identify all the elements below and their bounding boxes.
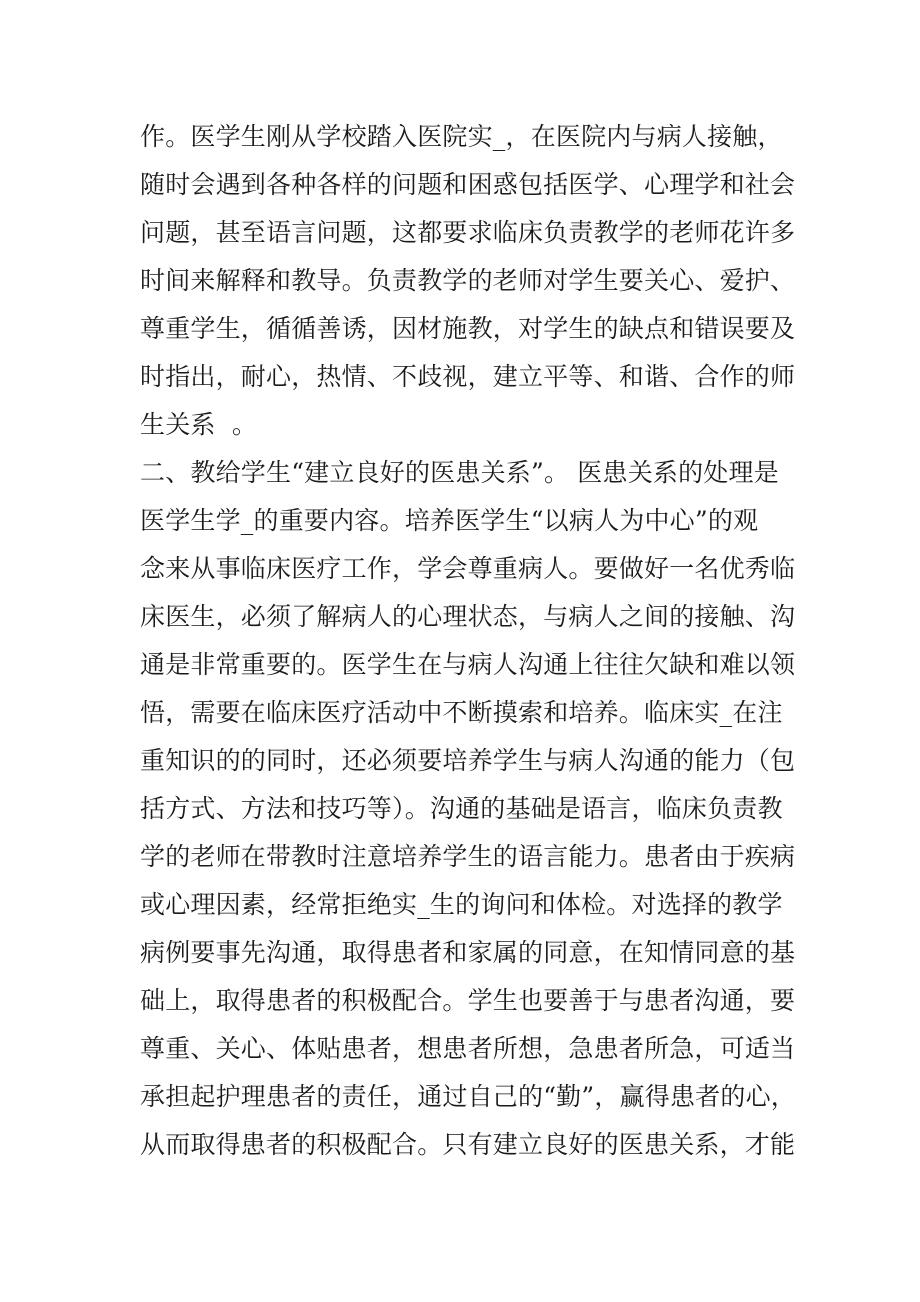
text-line: 作。医学生刚从学校踏入医院实_，在医院内与病人接触， (140, 122, 783, 151)
text-line: 随时会遇到各种各样的问题和困惑包括医学、心理学和社会 (140, 170, 796, 199)
text-line: 时间来解释和教导。负责教学的老师对学生要关心、爱护、 (140, 266, 796, 295)
text-line: 问题，甚至语言问题，这都要求临床负责教学的老师花许多 (140, 218, 796, 247)
text-line: 通是非常重要的。医学生在与病人沟通上往往欠缺和难以领 (140, 650, 796, 679)
text-line: 尊重学生，循循善诱，因材施教，对学生的缺点和错误要及 (140, 314, 796, 343)
text-line: 病例要事先沟通，取得患者和家属的同意，在知情同意的基 (140, 938, 796, 967)
text-line: 承担起护理患者的责任，通过自己的“勤”，赢得患者的心， (140, 1082, 796, 1111)
text-line: 床医生，必须了解病人的心理状态，与病人之间的接触、沟 (140, 602, 796, 631)
text-line: 重知识的的同时，还必须要培养学生与病人沟通的能力（包 (140, 746, 796, 775)
text-line: 时指出，耐心，热情、不歧视，建立平等、和谐、合作的师 (140, 362, 796, 391)
text-line: 尊重、关心、体贴患者，想患者所想，急患者所急，可适当 (140, 1034, 796, 1063)
text-line: 念来从事临床医疗工作，学会尊重病人。要做好一名优秀临 (140, 554, 796, 583)
text-line: 或心理因素，经常拒绝实_生的询问和体检。对选择的教学 (140, 890, 783, 919)
text-line: 括方式、方法和技巧等）。沟通的基础是语言，临床负责教 (140, 794, 783, 823)
text-line: 从而取得患者的积极配合。只有建立良好的医患关系，才能 (140, 1130, 796, 1159)
body-text (140, 113, 800, 1169)
text-line: 悟，需要在临床医疗活动中不断摸索和培养。临床实_在注 (140, 698, 783, 727)
section-heading-line: 二、教给学生“建立良好的医患关系”。 医患关系的处理是 (140, 458, 779, 487)
text-line: 医学生学_的重要内容。培养医学生“以病人为中心”的观 (140, 506, 759, 535)
text-line: 础上，取得患者的积极配合。学生也要善于与患者沟通，要 (140, 986, 796, 1015)
text-line: 学的老师在带教时注意培养学生的语言能力。患者由于疾病 (140, 842, 796, 871)
text-line: 生关系 。 (140, 410, 258, 439)
